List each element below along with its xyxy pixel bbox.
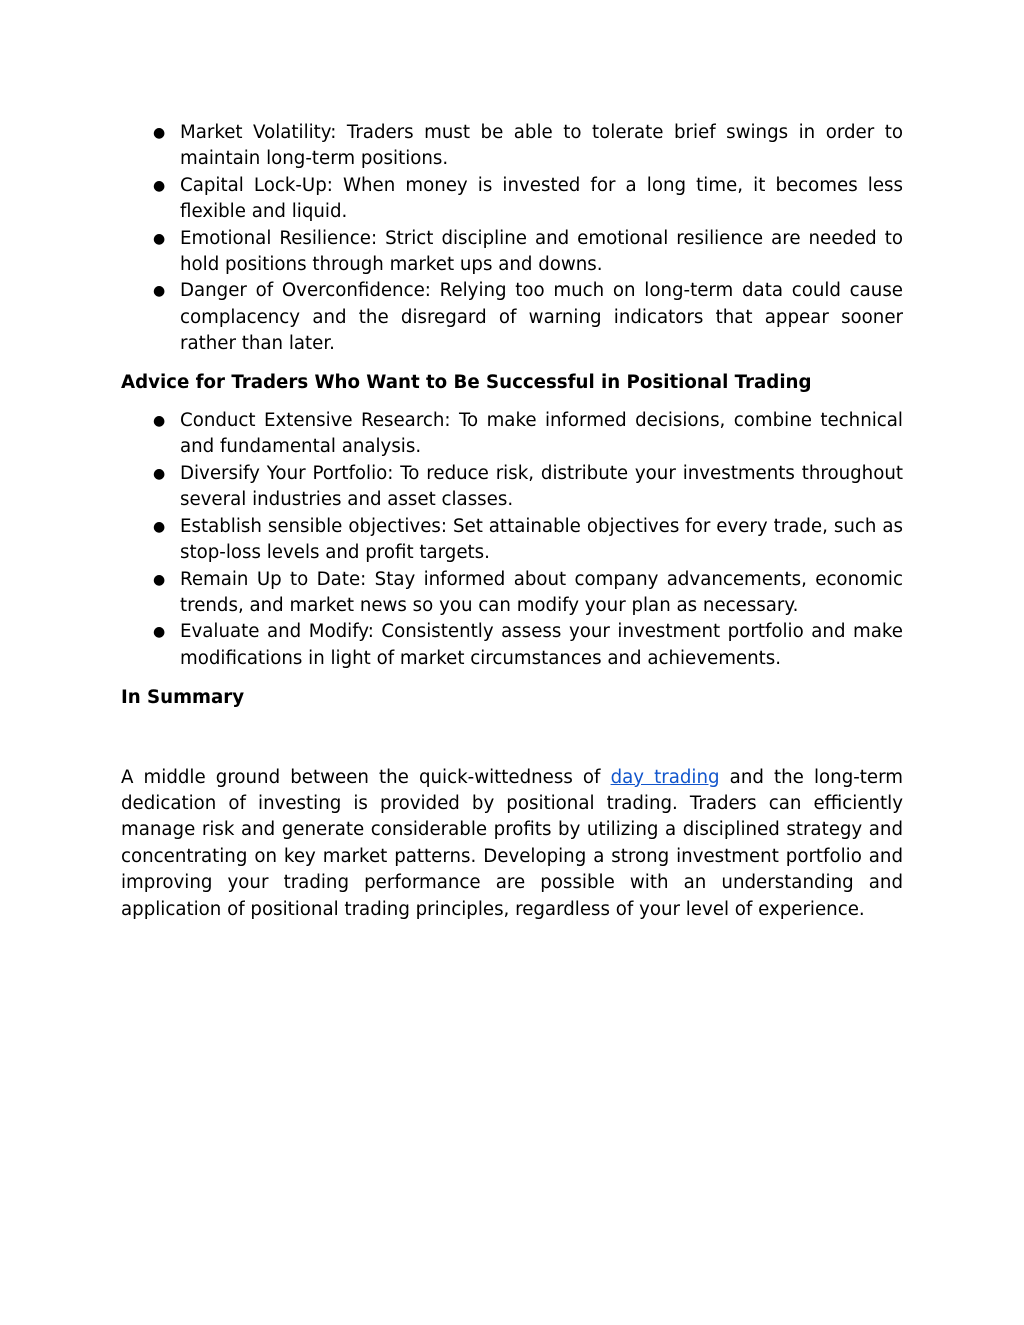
list-item-text: Evaluate and Modify: Consistently assess your investment portfolio and make modifications in light of market circumstances and achievements. bbox=[180, 621, 903, 669]
list-item bbox=[121, 514, 903, 567]
summary-text-end: and the long-term dedication of investing is provided by positional trading. Traders can efficiently manage risk and generate considerable profits by utilizing a disciplined strategy and concentrating on key market patterns. Developing a strong investment portfolio and improving your trading performance are possible with an understanding and application of positional trading principles, regardless of your level of experience. bbox=[121, 766, 903, 920]
bullet-icon: ● bbox=[153, 624, 166, 641]
list-item bbox=[121, 567, 903, 620]
bullet-icon: ● bbox=[153, 518, 166, 535]
list-item bbox=[121, 408, 903, 461]
page-content bbox=[121, 120, 903, 923]
summary-heading: In Summary bbox=[121, 687, 245, 709]
summary-text-start: A middle ground between the quick-wittedness of bbox=[121, 766, 611, 788]
list-item-text: Market Volatility: Traders must be able to tolerate brief swings in order to maintain long-term positions. bbox=[180, 122, 903, 170]
list-item bbox=[121, 173, 903, 226]
bullet-icon: ● bbox=[153, 177, 166, 194]
list-item bbox=[121, 619, 903, 672]
advice-list bbox=[121, 408, 903, 672]
challenges-list bbox=[121, 120, 903, 358]
list-item-text: Diversify Your Portfolio: To reduce risk, distribute your investments throughout several industries and asset classes. bbox=[180, 462, 903, 511]
summary-paragraph bbox=[121, 765, 903, 923]
advice-heading: Advice for Traders Who Want to Be Successful in Positional Trading bbox=[121, 371, 812, 393]
list-item-text: Danger of Overconfidence: Relying too much on long-term data could cause complacency and the disregard of warning indicators that appear sooner rather than later. bbox=[180, 280, 903, 355]
bullet-icon: ● bbox=[153, 571, 166, 588]
list-item bbox=[121, 461, 903, 514]
list-item-text: Emotional Resilience: Strict discipline and emotional resilience are needed to hold positions through market ups and downs. bbox=[180, 227, 903, 276]
day-trading-link[interactable]: day trading bbox=[610, 766, 720, 788]
list-item-text: Establish sensible objectives: Set attainable objectives for every trade, such as stop-loss levels and profit targets. bbox=[180, 515, 903, 564]
list-item-text: Conduct Extensive Research: To make informed decisions, combine technical and fundamental analysis. bbox=[180, 410, 903, 458]
list-item-text: Remain Up to Date: Stay informed about company advancements, economic trends, and market news so you can modify your plan as necessary. bbox=[180, 568, 903, 616]
list-item bbox=[121, 278, 903, 357]
bullet-icon: ● bbox=[153, 230, 166, 247]
bullet-icon: ● bbox=[153, 465, 166, 482]
bullet-icon: ● bbox=[153, 125, 166, 141]
list-item-text: Capital Lock-Up: When money is invested for a long time, it becomes less flexible and liquid. bbox=[180, 174, 903, 223]
list-item bbox=[121, 120, 903, 173]
bullet-icon: ● bbox=[153, 283, 166, 300]
bullet-icon: ● bbox=[153, 413, 166, 430]
list-item bbox=[121, 226, 903, 279]
